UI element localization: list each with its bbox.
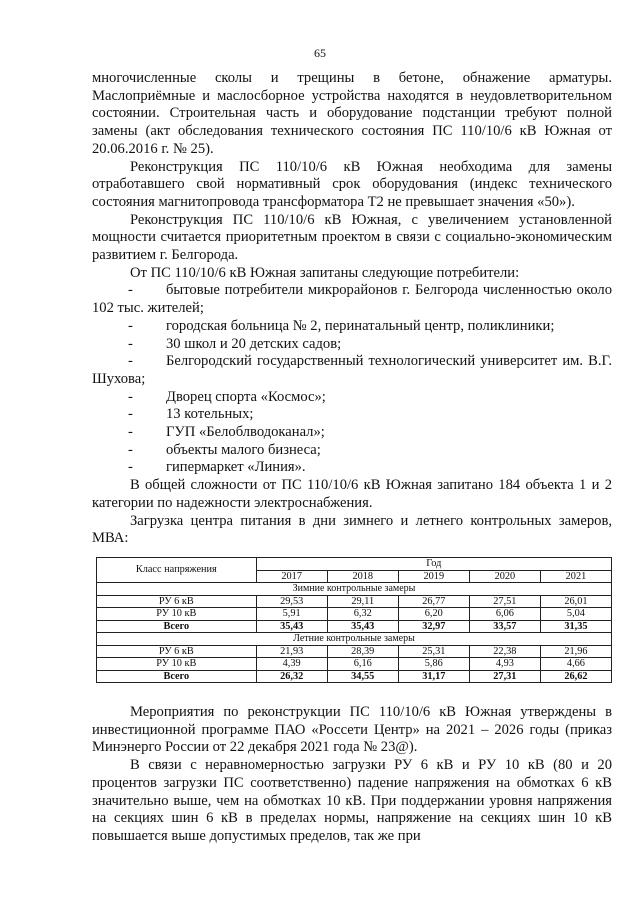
table-row: РУ 6 кВ 29,53 29,11 26,77 27,51 26,01 [97, 595, 612, 608]
year-cell: 2020 [469, 570, 540, 583]
paragraph: В связи с неравномерностью загрузки РУ 6 кВ и РУ 10 кВ (80 и 20 процентов загрузки ПС соответственно) падение напряжения на обмотках 6 кВ значительно выше, чем на обмотках 10 кВ. При поддержании уровня напряжения на секциях шин 6 кВ в пределах нормы, напряжение на секциях шин 10 кВ повышается выше допустимых пределов, так же при [92, 757, 612, 844]
year-cell: 2018 [327, 570, 398, 583]
list-item: - городская больница № 2, перинатальный центр, поликлиники; [128, 317, 555, 334]
page-number: 65 [314, 46, 326, 60]
load-table-wrap [96, 557, 612, 683]
body-text [92, 70, 612, 548]
table-row: РУ 10 кВ 5,91 6,32 6,20 6,06 5,04 [97, 608, 612, 621]
list-item: - ГУП «Белоблводоканал»; [128, 424, 325, 441]
paragraph: многочисленные сколы и трещины в бетоне, обнажение арматуры. Маслоприёмные и маслосборное устройства находятся в неудовлетворительном состоянии. Строительная часть и оборудование подстанции требуют полной замены (акт обследования технического состояния ПС 110/10/6 кВ Южная от 20.06.2016 г. № 25). [92, 70, 612, 157]
list-item: - гипермаркет «Линия». [128, 459, 306, 476]
list-item: - бытовые потребители микрорайонов г. Белгорода численностью около 102 тыс. жителей; [92, 282, 612, 317]
class-header: Класс напряжения [97, 558, 257, 583]
list-item: - 30 школ и 20 детских садов; [128, 335, 342, 352]
year-cell: 2019 [398, 570, 469, 583]
list-item: - объекты малого бизнеса; [128, 441, 321, 458]
table-row-total: Всего 35,43 35,43 32,97 33,57 31,35 [97, 620, 612, 633]
table-row-total: Всего 26,32 34,55 31,17 27,31 26,62 [97, 670, 612, 683]
year-cell: 2017 [256, 570, 327, 583]
section-label: Летние контрольные замеры [97, 633, 612, 646]
table-row: РУ 10 кВ 4,39 6,16 5,86 4,93 4,66 [97, 658, 612, 671]
load-table [96, 557, 612, 683]
table-row: РУ 6 кВ 21,93 28,39 25,31 22,38 21,96 [97, 645, 612, 658]
section-label: Зимние контрольные замеры [97, 583, 612, 596]
paragraph: Реконструкция ПС 110/10/6 кВ Южная необходима для замены отработавшего свой нормативный срок оборудования (индекс технического состояния магнитопровода трансформатора Т2 не превышает значения «50»). [92, 158, 612, 210]
list-item: - Белгородский государственный технологический университет им. В.Г. Шухова; [92, 353, 612, 387]
list-item: - 13 котельных; [128, 406, 254, 423]
year-header: Год [256, 558, 611, 571]
paragraph: От ПС 110/10/6 кВ Южная запитаны следующие потребители: [130, 264, 520, 281]
paragraph: В общей сложности от ПС 110/10/6 кВ Южная запитано 184 объекта 1 и 2 категории по надежности электроснабжения. [92, 477, 612, 511]
year-cell: 2021 [540, 570, 611, 583]
paragraph: Загрузка центра питания в дни зимнего и летнего контрольных замеров, МВА: [92, 512, 612, 547]
list-item: - Дворец спорта «Космос»; [128, 388, 326, 405]
paragraph: Мероприятия по реконструкции ПС 110/10/6 кВ Южная утверждены в инвестиционной программе ПАО «Россети Центр» на 2021 – 2026 годы (приказ Минэнерго России от 22 декабря 2021 года № 23@). [92, 704, 612, 756]
paragraph: Реконструкция ПС 110/10/6 кВ Южная, с увеличением установленной мощности считается приоритетным проектом в связи с социально-экономическим развитием г. Белгорода. [92, 211, 612, 264]
body-text-after-table [92, 704, 612, 846]
